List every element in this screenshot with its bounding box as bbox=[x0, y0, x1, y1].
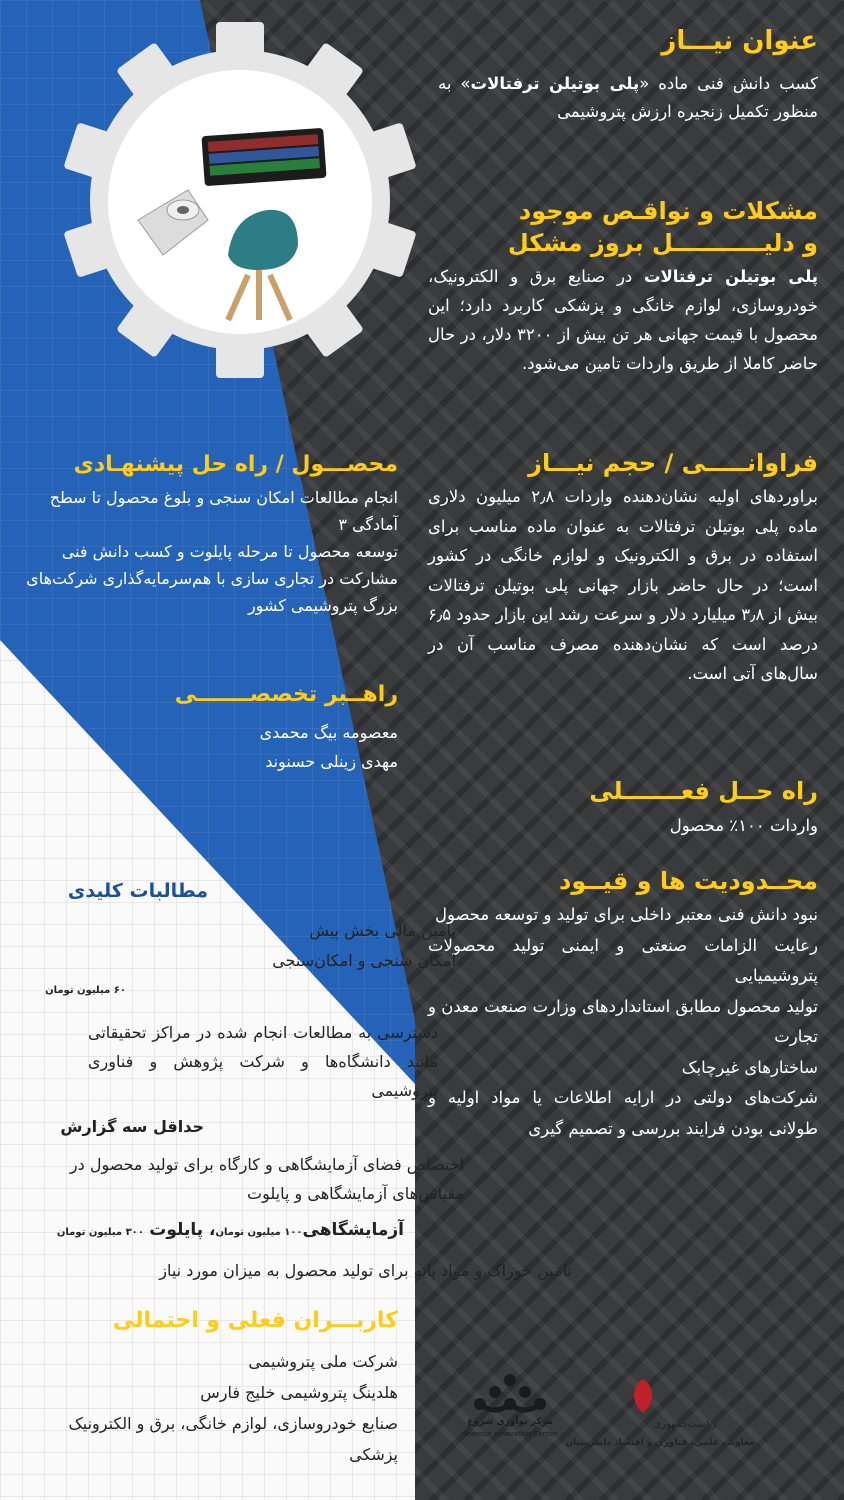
demand-3-lab-label: آزمایشگاهی bbox=[302, 1220, 404, 1240]
need-text bbox=[438, 70, 818, 126]
users-item: پزشکی bbox=[349, 1445, 398, 1464]
demand-1-line2: امکان سنجی و امکان‌سنجی bbox=[272, 951, 456, 970]
volume-heading: فراوانـــــی / حجم نیـــاز bbox=[528, 449, 818, 477]
users-item: صنایع خودروسازی، لوازم خانگی، برق و الکترونیک bbox=[68, 1414, 398, 1433]
demand-4: تامین خوراک و مواد پایه برای تولید محصول به میزان مورد نیاز bbox=[159, 1261, 572, 1280]
need-text-start: کسب دانش فنی ماده « bbox=[639, 74, 819, 93]
need-heading: عنوان نیـــاز bbox=[661, 26, 818, 56]
limits-item: شرکت‌های دولتی در ارایه اطلاعات یا مواد اولیه و طولانی بودن فرایند بررسی و تصمیم گیری bbox=[428, 1088, 818, 1138]
demand-3-costs bbox=[4, 1216, 404, 1247]
shoroue-en: Shoroue Innovation Center bbox=[463, 1430, 557, 1438]
expert-name: معصومه بیگ محمدی bbox=[259, 723, 398, 742]
product-illustration bbox=[108, 70, 372, 334]
volume-text: براوردهای اولیه نشان‌دهنده واردات ۲٫۸ میلیون دلاری ماده پلی بوتیلن ترفتالات به عنوان ماده مناسب برای استفاده در برق و الکترونیک و لوازم خانگی در کشور است؛ در حال حاضر بازار جهانی پلی بوتیلن ترفتالات بیش از ۳٫۸ میلیارد دلار و سرعت رشد این بازار حدود ۶٫۵ درصد است که نشان‌دهنده مصرف مناسب آن در سال‌های آتی است. bbox=[428, 487, 818, 683]
demand-1-line1: تامین مالی بخش پیش bbox=[309, 921, 456, 940]
limits-list bbox=[428, 900, 818, 1144]
presidency-logo bbox=[565, 1375, 755, 1455]
problems-text bbox=[428, 262, 818, 378]
expert-names bbox=[68, 718, 398, 776]
demand-3-pilot-label: ، پایلوت bbox=[149, 1220, 216, 1240]
limits-item: نبود دانش فنی معتبر داخلی برای تولید و توسعه محصول bbox=[434, 905, 818, 924]
demand-2-note: حداقل سه گزارش bbox=[60, 1117, 204, 1136]
users-item: شرکت ملی پتروشیمی bbox=[248, 1352, 398, 1371]
problems-heading-line2: و دلیـــــــــــل بروز مشکل bbox=[507, 229, 818, 257]
demand-3: اختصاص فضای آزمایشگاهی و کارگاه برای تولید محصول در مقیاس‌های آزمایشگاهی و پایلوت bbox=[69, 1155, 464, 1203]
expert-name: مهدی زینلی حسنوند bbox=[265, 752, 398, 771]
limits-item: رعایت الزامات صنعتی و ایمنی تولید محصولات پتروشیمیایی bbox=[428, 935, 818, 985]
demand-1-cost: ۶۰ میلیون تومان bbox=[45, 985, 126, 996]
need-bold: پلی بوتیلن ترفتالات bbox=[470, 74, 640, 93]
demand-2: دسترسی به مطالعات انجام شده در مراکز تحقیقاتی مانند دانشگاه‌ها و شرکت پژوهش و فناوری پتروشیمی bbox=[88, 1023, 438, 1100]
need-text-end: » به منظور تکمیل زنجیره ارزش پتروشیمی bbox=[438, 74, 818, 121]
limits-heading: محــدودیت ها و قیــود bbox=[559, 867, 818, 895]
shoroue-logo bbox=[455, 1372, 565, 1440]
key-demands-heading: مطالبات کلیدی bbox=[67, 880, 208, 902]
limits-item: ساختارهای غیرچابک bbox=[681, 1057, 818, 1077]
users-list bbox=[0, 1346, 398, 1470]
limits-item: تولید محصول مطابق استانداردهای وزارت صنعت معدن و تجارت bbox=[428, 996, 818, 1046]
proposed-item: انجام مطالعات امکان سنجی و بلوغ محصول تا سطح آمادگی ۳ bbox=[49, 488, 398, 534]
problems-heading-line1: مشکلات و نواقـص موجود bbox=[518, 197, 818, 225]
proposed-item: توسعه محصول تا مرحله پایلوت و کسب دانش فنی bbox=[61, 542, 398, 561]
users-item: هلدینگ پتروشیمی خلیج فارس bbox=[200, 1383, 398, 1402]
proposed-item: مشارکت در تجاری سازی با هم‌سرمایه‌گذاری شرکت‌های بزرگ پتروشیمی کشور bbox=[26, 569, 398, 615]
proposed-heading: محصـــول / راه حل پیشنهـادی bbox=[73, 452, 398, 477]
proposed-list bbox=[18, 484, 398, 619]
users-heading: کاربـــران فعلی و احتمالی bbox=[112, 1308, 398, 1333]
current-solution-text: واردات ۱۰۰٪ محصول bbox=[669, 816, 818, 835]
demand-3-pilot-cost: ۳۰۰ میلیون تومان bbox=[56, 1227, 144, 1238]
presidency-line2: معاونت علمی، فناوری و اقتصاد دانش‌بنیان bbox=[565, 1438, 755, 1448]
expert-heading: راهــبر تخصصـــــــی bbox=[174, 682, 398, 707]
problems-text-body: در صنایع برق و الکترونیک، خودروسازی، لوازم خانگی و پزشکی کاربرد دارد؛ این محصول با قیمت جهانی هر تن بیش از ۳۲۰۰ دلار، در حال حاضر کاملا از طریق واردات تامین می‌شود. bbox=[428, 267, 818, 373]
shoroue-fa: مرکز نوآوری شروع bbox=[467, 1417, 553, 1427]
presidency-line1: ریاست‌جمهوری bbox=[653, 1419, 717, 1430]
demand-3-lab-cost: ۱۰۰ میلیون تومان bbox=[215, 1227, 303, 1238]
problems-bold: پلی بوتیلن ترفتالات bbox=[643, 267, 819, 286]
current-solution-heading: راه حــل فعـــــــلی bbox=[589, 777, 818, 805]
keyboard-icon bbox=[201, 128, 326, 186]
